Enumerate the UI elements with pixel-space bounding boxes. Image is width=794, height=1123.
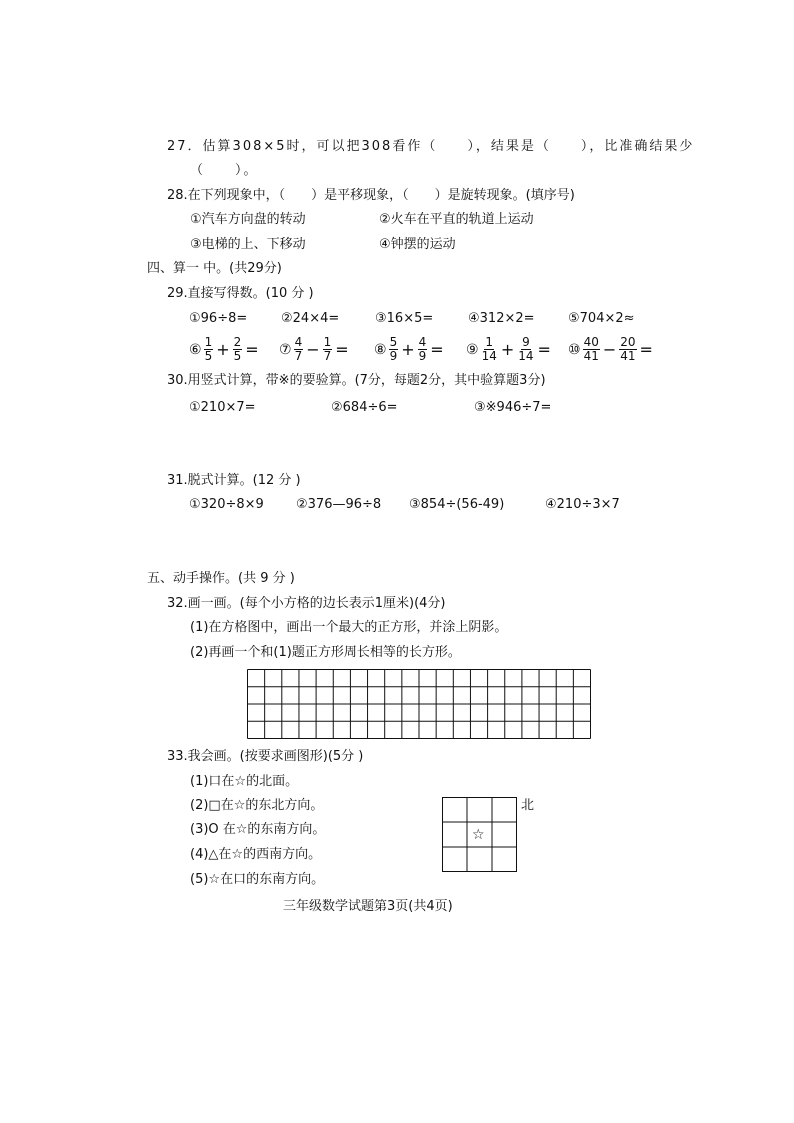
equals-sign: = [335, 340, 349, 359]
q31-item-1: ①320÷8×9 [189, 497, 264, 512]
q29-item-4: ④312×2= [468, 311, 535, 326]
q27-line1: 27．估算308×5时，可以把308看作（ ），结果是（ ），比准确结果少 [167, 139, 695, 154]
star-icon: ☆ [472, 827, 485, 843]
fraction-index: ⑩ [568, 341, 581, 358]
q32-sub2: (2)再画一个和(1)题正方形周长相等的长方形。 [190, 645, 461, 660]
fraction-b: $\frac{9}{14}$ [518, 335, 534, 363]
q29-item-5: ⑤704×2≈ [568, 311, 635, 326]
equals-sign: = [430, 340, 444, 359]
q29-fraction-item-7 [279, 336, 349, 363]
page-footer: 三年级数学试题第3页(共4页) [283, 899, 453, 914]
fraction-a: $\frac{5}{9}$ [389, 335, 398, 363]
section4-title: 四、算一 中。(共29分) [147, 261, 282, 276]
fraction-b: $\frac{4}{9}$ [418, 335, 427, 363]
fraction-b: $\frac{2}{5}$ [233, 335, 242, 363]
equals-sign: = [537, 340, 551, 359]
q31-item-2: ②376—96÷8 [296, 497, 382, 512]
fraction-operator: − [602, 340, 617, 359]
q30-title: 30.用竖式计算，带※的要验算。(7分，每题2分，其中验算题3分) [167, 373, 546, 388]
q29-title: 29.直接写得数。(10 分 ) [167, 286, 314, 301]
q33-item-1: (1)口在☆的北面。 [190, 774, 299, 789]
q29-fraction-item-8 [374, 336, 444, 363]
q29-item-3: ③16×5= [375, 311, 434, 326]
q28-option-2: ②火车在平直的轨道上运动 [379, 212, 534, 227]
fraction-index: ⑥ [189, 341, 202, 358]
north-label: 北 [521, 798, 535, 813]
fraction-index: ⑧ [374, 341, 387, 358]
fraction-operator: − [306, 340, 320, 359]
q30-item-2: ②684÷6= [331, 400, 398, 415]
fraction-b: $\frac{20}{41}$ [620, 335, 636, 363]
fraction-operator: + [500, 340, 515, 359]
fraction-index: ⑨ [466, 341, 479, 358]
fraction-b: $\frac{1}{7}$ [323, 335, 332, 363]
q31-title: 31.脱式计算。(12 分 ) [167, 473, 301, 488]
q33-title: 33.我会画。(按要求画图形)(5分 ) [167, 749, 364, 764]
q29-fraction-item-9 [466, 336, 551, 363]
q33-item-3: (3)O 在☆的东南方向。 [190, 822, 326, 837]
q29-fraction-item-6 [189, 336, 259, 363]
q29-item-1: ①96÷8= [189, 311, 248, 326]
fraction-a: $\frac{1}{14}$ [481, 335, 497, 363]
q28-option-1: ①汽车方向盘的转动 [190, 212, 306, 227]
equals-sign: = [245, 340, 259, 359]
q28-title: 28.在下列现象中，（ ）是平移现象，（ ）是旋转现象。(填序号) [167, 188, 575, 203]
q32-title: 32.画一画。(每个小方格的边长表示1厘米)(4分) [167, 596, 446, 611]
q31-item-3: ③854÷(56-49) [409, 497, 505, 512]
q28-option-3: ③电梯的上、下移动 [190, 237, 306, 252]
q29-fraction-item-10 [568, 336, 653, 363]
q27-line2: （ ）。 [190, 163, 259, 178]
fraction-index: ⑦ [279, 341, 292, 358]
fraction-a: $\frac{40}{41}$ [583, 335, 599, 363]
q29-item-2: ②24×4= [281, 311, 340, 326]
q32-sub1: (1)在方格图中，画出一个最大的正方形，并涂上阴影。 [190, 620, 508, 635]
equals-sign: = [639, 340, 653, 359]
fraction-a: $\frac{4}{7}$ [294, 335, 303, 363]
q33-item-4: (4)△在☆的西南方向。 [190, 847, 322, 862]
q30-item-3: ③※946÷7= [474, 400, 552, 415]
fraction-operator: + [216, 340, 230, 359]
q30-item-1: ①210×7= [189, 400, 256, 415]
q33-item-2: (2)□在☆的东北方向。 [190, 798, 324, 813]
section5-title: 五、动手操作。(共 9 分 ) [147, 571, 295, 586]
q31-item-4: ④210÷3×7 [545, 497, 620, 512]
fraction-a: $\frac{1}{5}$ [204, 335, 213, 363]
square-grid[interactable] [247, 669, 591, 739]
q33-item-5: (5)☆在口的东南方向。 [190, 872, 325, 887]
q28-option-4: ④钟摆的运动 [379, 237, 456, 252]
fraction-operator: + [401, 340, 415, 359]
